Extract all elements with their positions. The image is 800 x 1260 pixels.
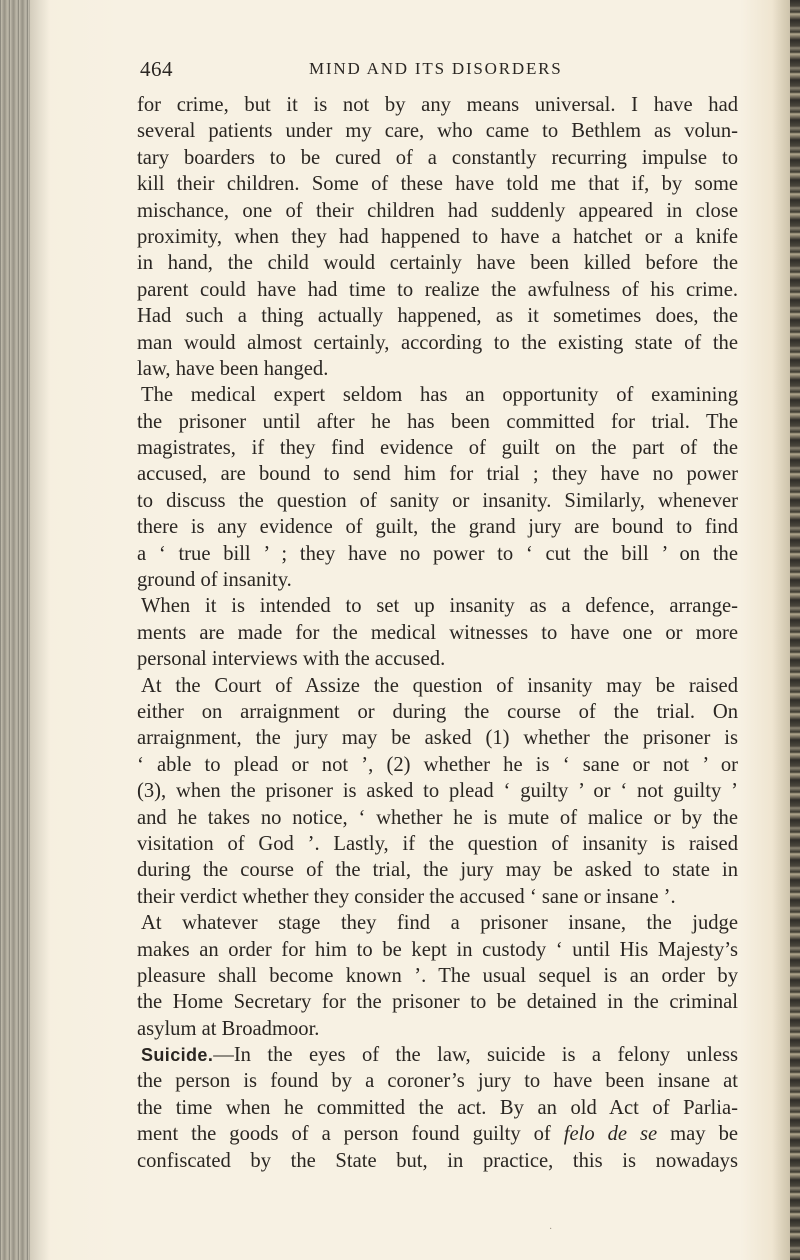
section-heading: Suicide. [141, 1045, 214, 1066]
text-line: in hand, the child would certainly have been killed before the [137, 252, 738, 275]
text-line: Had such a thing actually happened, as it sometimes does, the [137, 305, 738, 328]
gutter-shadow [30, 0, 50, 1260]
text-line: (3), when the prisoner is asked to plead ‘ guilty ’ or ‘ not guilty ’ [137, 780, 738, 803]
text-line: their verdict whether they consider the accused ‘ sane or insane ’. [137, 885, 676, 908]
text-line: the Home Secretary for the prisoner to be detained in the criminal [137, 991, 738, 1014]
text-line: for crime, but it is not by any means universal. I have had [137, 94, 738, 116]
text-line: during the course of the trial, the jury may be asked to state in [137, 859, 738, 882]
text-line: At whatever stage they find a prisoner insane, the judge [141, 912, 738, 935]
text-line: several patients under my care, who came to Bethlem as volun- [137, 120, 738, 143]
body-text [137, 92, 738, 1174]
text-line: the prisoner until after he has been committed for trial. The [137, 410, 738, 433]
text-fragment: may be [670, 1123, 739, 1146]
italic-phrase: felo de se [563, 1123, 658, 1146]
text-line [137, 1121, 738, 1147]
text-line: makes an order for him to be kept in custody ‘ until His Majesty’s [137, 938, 738, 961]
text-line: At the Court of Assize the question of insanity may be raised [141, 674, 738, 697]
text-line: there is any evidence of guilt, the grand jury are bound to find [137, 516, 738, 539]
text-line: magistrates, if they find evidence of guilt on the part of the [137, 437, 738, 460]
text-line: accused, are bound to send him for trial ; they have no power [137, 463, 738, 486]
text-line: When it is intended to set up insanity as a defence, arrange- [141, 595, 738, 618]
text-line: confiscated by the State but, in practice, this is nowadays [137, 1149, 738, 1172]
text-line: man would almost certainly, according to the existing state of the [137, 331, 738, 354]
running-title: MIND AND ITS DISORDERS [309, 59, 563, 78]
text-line: ground of insanity. [137, 569, 292, 592]
text-line: kill their children. Some of these have told me that if, by some [137, 173, 738, 196]
text-line: ‘ able to plead or not ’, (2) whether he is ‘ sane or not ’ or [137, 753, 738, 776]
binding-gutter [0, 0, 30, 1260]
text-line: law, have been hanged. [137, 357, 329, 380]
text-fragment: —In the eyes of the law, suicide is a felony unless [213, 1044, 738, 1067]
text-line: asylum at Broadmoor. [137, 1017, 320, 1040]
text-line: and he takes no notice, ‘ whether he is mute of malice or by the [137, 806, 738, 829]
page-header [140, 57, 740, 87]
text-line [137, 1042, 738, 1068]
text-line: either on arraignment or during the course of the trial. On [137, 700, 738, 723]
text-line: parent could have had time to realize the awfulness of his crime. [137, 278, 738, 301]
text-line: the time when he committed the act. By an old Act of Parlia- [137, 1096, 738, 1119]
text-fragment: ment the goods of a person found guilty of [137, 1123, 551, 1146]
text-line: tary boarders to be cured of a constantly recurring impulse to [137, 146, 738, 169]
text-line: The medical expert seldom has an opportunity of examining [141, 384, 738, 407]
text-line: arraignment, the jury may be asked (1) whether the prisoner is [137, 727, 738, 750]
text-line: pleasure shall become known ’. The usual sequel is an order by [137, 964, 738, 987]
text-line: proximity, when they had happened to have a hatchet or a knife [137, 225, 738, 248]
text-line: the person is found by a coroner’s jury to have been insane at [137, 1070, 738, 1093]
text-line: to discuss the question of sanity or insanity. Similarly, whenever [137, 489, 738, 512]
page-edge-shadow [772, 0, 790, 1260]
text-line: visitation of God ’. Lastly, if the question of insanity is raised [137, 832, 738, 855]
text-line: ments are made for the medical witnesses to have one or more [137, 621, 738, 644]
page-number: 464 [140, 57, 173, 81]
page-speck: · [549, 1224, 553, 1235]
page-edge [790, 0, 800, 1260]
text-line: a ‘ true bill ’ ; they have no power to ‘ cut the bill ’ on the [137, 542, 738, 565]
text-line: mischance, one of their children had suddenly appeared in close [137, 199, 738, 222]
text-line: personal interviews with the accused. [137, 648, 446, 671]
